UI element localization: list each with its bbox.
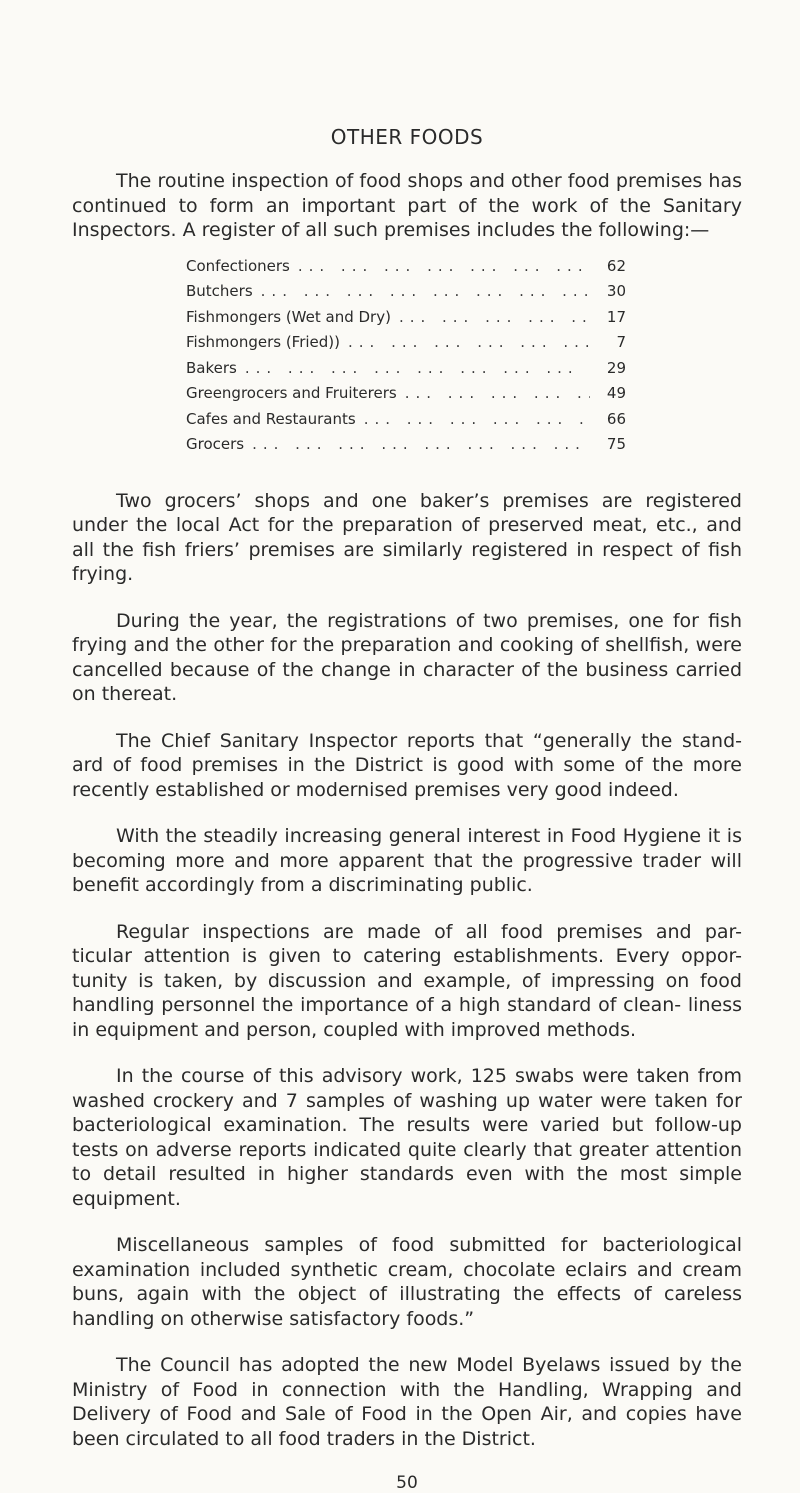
register-count: 29 <box>606 358 626 377</box>
leader-dots <box>252 435 590 453</box>
register-count: 66 <box>606 409 626 428</box>
register-category: Butchers <box>186 282 253 300</box>
register-category: Bakers <box>186 358 237 377</box>
register-row <box>186 257 626 283</box>
register-category: Cafes and Restaurants <box>186 409 356 428</box>
leader-dots <box>399 308 590 326</box>
page-number: 50 <box>396 1473 418 1493</box>
register-count: 30 <box>606 282 626 300</box>
body-paragraph: Miscellaneous samples of food submitted for bacteriological examination included synthetic cream, chocolate eclairs and cream buns, again with the object of illustrating the effects of careless handling on otherwise satisfactory foods.” <box>72 1234 742 1330</box>
body-paragraph: Regular inspections are made of all food premises and par- ticular attention is given to catering establishments. Every oppor- tunity is taken, by discussion and example, of impressing on food handling personnel the importance of a high standard of clean- liness in equipment and person, coupled with improved methods. <box>72 920 742 1041</box>
body-paragraph: During the year, the registrations of two premises, one for fish frying and the other for the preparation and cooking of shellfish, were cancelled because of the change in character of the business carried on thereat. <box>72 609 742 705</box>
register-count: 7 <box>616 333 626 351</box>
leader-dots <box>348 333 590 351</box>
register-count: 75 <box>606 435 626 453</box>
body-paragraph: Two grocers’ shops and one baker’s premises are registered under the local Act for the preparation of preserved meat, etc., and all the fish friers’ premises are similarly registered in respect of fish frying. <box>72 489 742 585</box>
body-paragraph: With the steadily increasing general interest in Food Hygiene it is becoming more and more apparent that the progressive trader will benefit accordingly from a discriminating public. <box>72 825 742 896</box>
register-row <box>186 410 626 436</box>
register-row <box>186 333 626 359</box>
body-paragraph: In the course of this advisory work, 125 swabs were taken from washed crockery and 7 samples of washing up water were taken for bacteriological examination. The results were varied but follow-up tests on adverse reports indicated quite clearly that greater attention to detail resulted in higher standards even with the most simple equipment. <box>72 1065 742 1210</box>
register-row <box>186 384 626 410</box>
leader-dots <box>298 257 590 275</box>
register-count: 17 <box>606 307 626 326</box>
leader-dots <box>405 384 590 402</box>
register-row <box>186 359 626 385</box>
register-category: Confectioners <box>186 256 290 275</box>
register-category: Grocers <box>186 435 245 453</box>
premises-register <box>186 257 626 461</box>
register-count: 49 <box>606 384 626 402</box>
register-category: Fishmongers (Wet and Dry) <box>186 307 391 326</box>
leader-dots <box>261 282 590 300</box>
intro-paragraph: The routine inspection of food shops and other food premises has continued to form an important part of the work of the Sanitary Inspectors. A register of all such premises includes the following:— <box>72 170 742 241</box>
register-row <box>186 282 626 308</box>
register-count: 62 <box>606 256 626 275</box>
register-category: Fishmongers (Fried)) <box>186 333 340 351</box>
leader-dots <box>364 410 590 428</box>
register-row <box>186 308 626 334</box>
leader-dots <box>245 359 590 377</box>
section-heading: OTHER FOODS <box>330 125 484 149</box>
register-row <box>186 435 626 461</box>
register-category: Greengrocers and Fruiterers <box>186 384 397 402</box>
body-paragraph: The Council has adopted the new Model Byelaws issued by the Ministry of Food in connection with the Handling, Wrapping and Delivery of Food and Sale of Food in the Open Air, and copies have been circulated to all food traders in the District. <box>72 1354 742 1450</box>
body-paragraph: The Chief Sanitary Inspector reports that “generally the stand- ard of food premises in the District is good with some of the more recently established or modernised premises very good indeed. <box>72 729 742 801</box>
document-page <box>72 125 742 1493</box>
